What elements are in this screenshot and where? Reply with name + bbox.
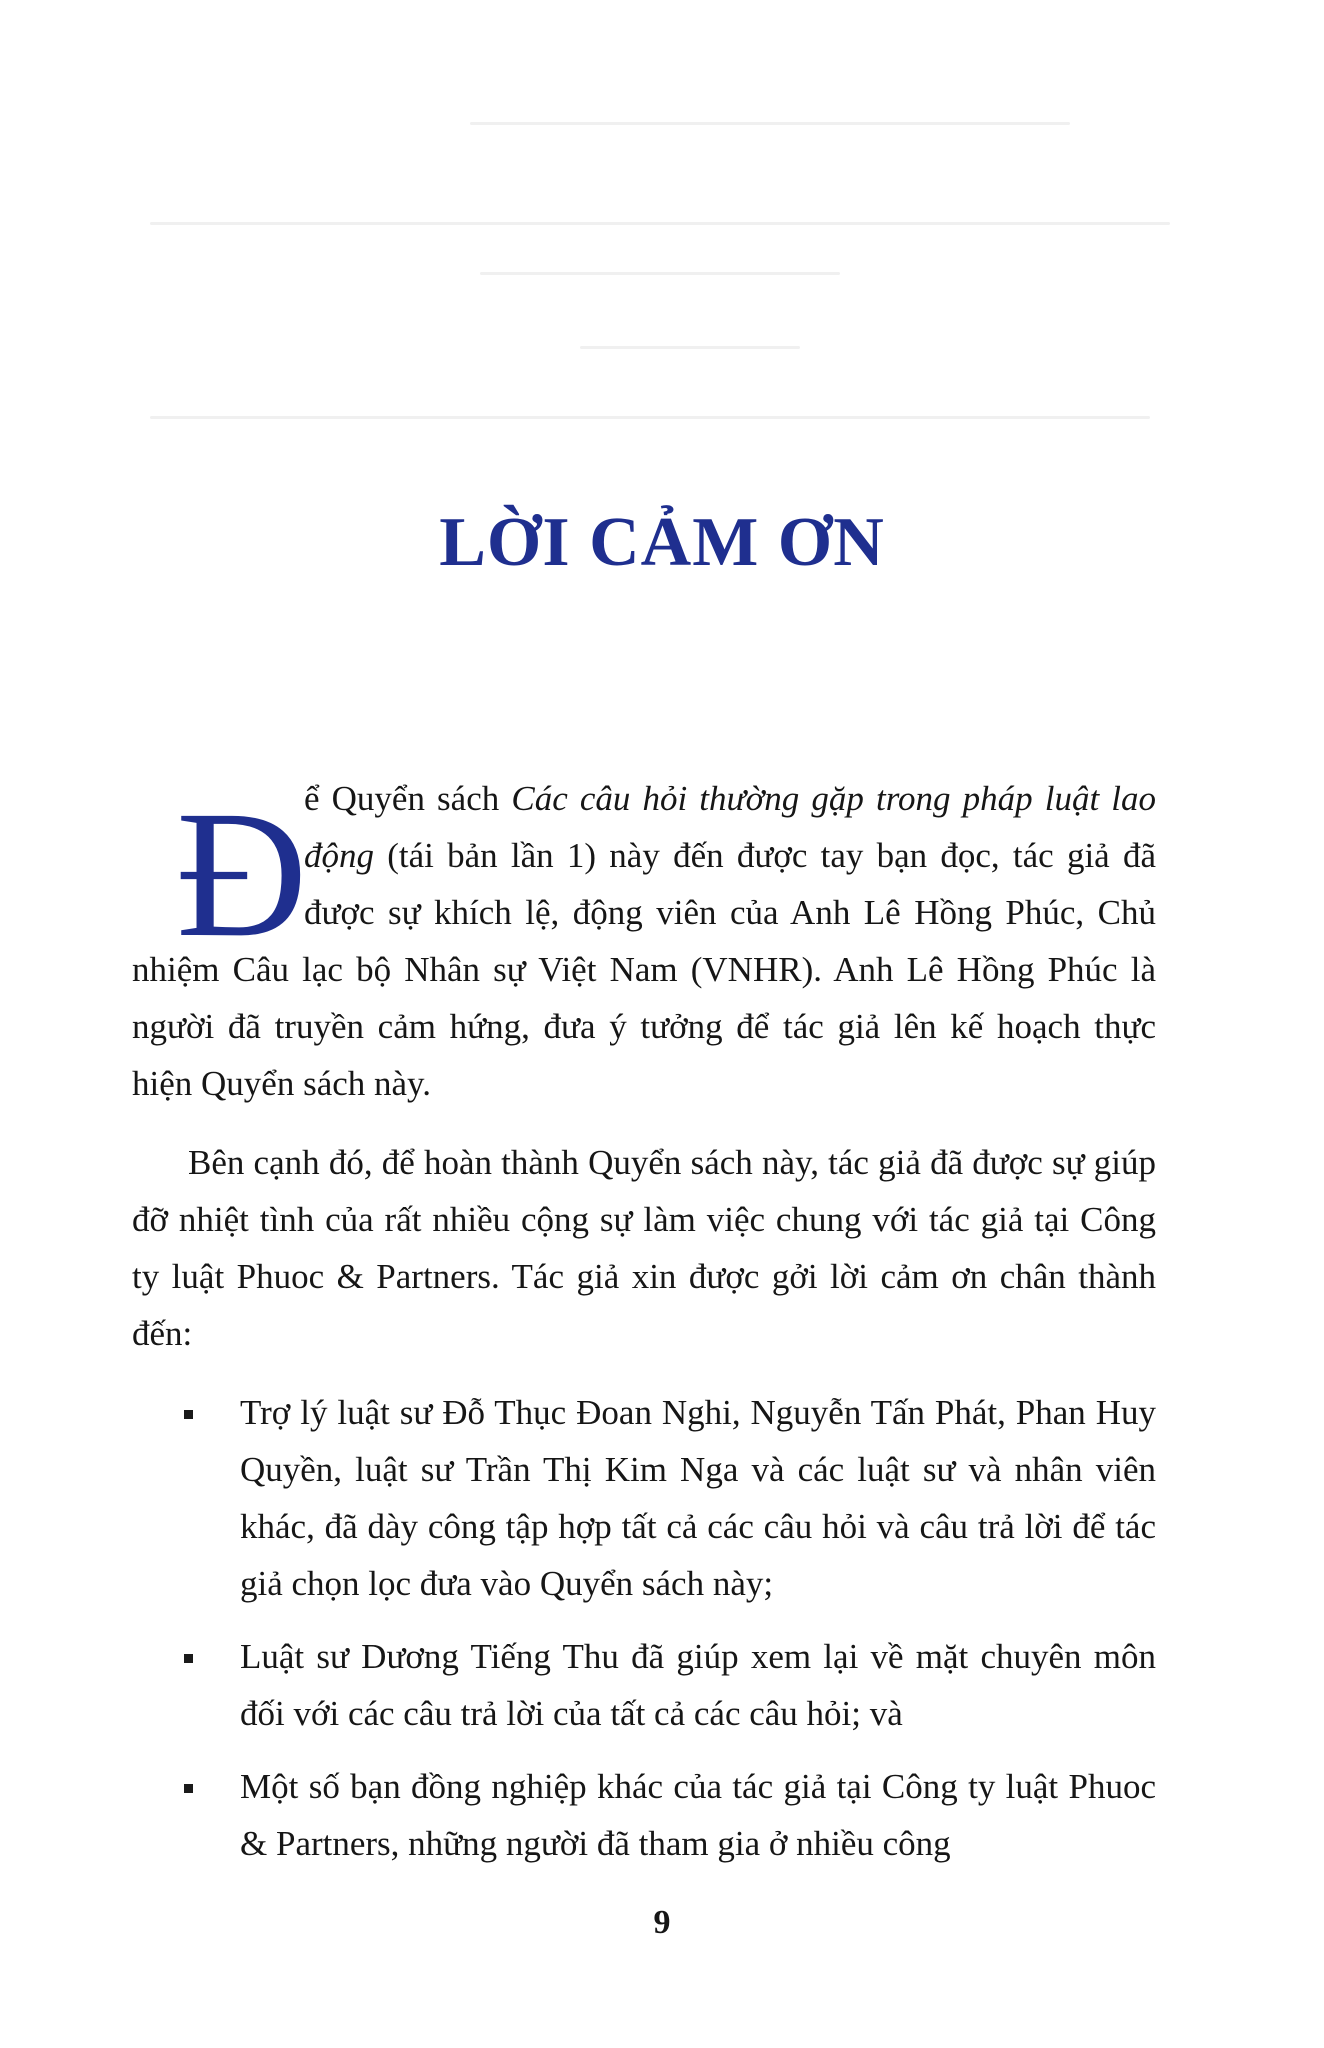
paragraph-2: Bên cạnh đó, để hoàn thành Quyển sách này, tác giả đã được sự giúp đỡ nhiệt tình của rất nhiều cộng sự làm việc chung với tác giả tại Công ty luật Phuoc & Partners. Tác giả xin được gởi lời cảm ơn chân thành đến: xyxy=(132,1143,1156,1353)
drop-cap-space xyxy=(132,770,304,938)
square-bullet-icon xyxy=(184,1410,193,1419)
list-item xyxy=(132,1758,1156,1872)
book-title-italic: Các câu hỏi thường gặp trong pháp luật lao động xyxy=(304,779,1156,875)
body-text xyxy=(132,770,1156,1888)
page-title: LỜI CẢM ƠN xyxy=(439,504,885,581)
page-number: 9 xyxy=(653,1904,671,1941)
square-bullet-icon xyxy=(184,1784,193,1793)
list-item-text: Luật sư Dương Tiếng Thu đã giúp xem lại về mặt chuyên môn đối với các câu trả lời của tất cả các câu hỏi; và xyxy=(240,1637,1156,1733)
bleed-through-line xyxy=(470,122,1070,125)
paragraph-1-start: ể Quyển sách xyxy=(304,779,512,818)
paragraph-1-rest: (tái bản lần 1) này đến được tay bạn đọc, tác giả đã được sự khích lệ, động viên của Anh Lê Hồng Phúc, Chủ nhiệm Câu lạc bộ Nhân sự Việt Nam (VNHR). Anh Lê Hồng Phúc là người đã truyền cảm hứng, đưa ý tưởng để tác giả lên kế hoạch thực hiện Quyển sách này. xyxy=(132,836,1156,1103)
acknowledgement-list xyxy=(132,1384,1156,1872)
bleed-through-line xyxy=(150,416,1150,419)
bleed-through-shadow xyxy=(0,0,1324,520)
list-item-text: Một số bạn đồng nghiệp khác của tác giả tại Công ty luật Phuoc & Partners, những người đã tham gia ở nhiều công xyxy=(240,1767,1156,1863)
drop-cap: Đ xyxy=(176,774,308,975)
square-bullet-icon xyxy=(184,1654,193,1663)
list-item-text: Trợ lý luật sư Đỗ Thục Đoan Nghi, Nguyễn Tấn Phát, Phan Huy Quyền, luật sư Trần Thị Kim Nga và các luật sư và nhân viên khác, đã dày công tập hợp tất cả các câu hỏi và câu trả lời để tác giả chọn lọc đưa vào Quyển sách này; xyxy=(240,1393,1156,1603)
bleed-through-line xyxy=(480,272,840,275)
list-item xyxy=(132,1628,1156,1742)
paragraph-1 xyxy=(132,770,1156,1112)
bleed-through-line xyxy=(580,346,800,349)
list-item xyxy=(132,1384,1156,1612)
bleed-through-line xyxy=(150,222,1170,225)
